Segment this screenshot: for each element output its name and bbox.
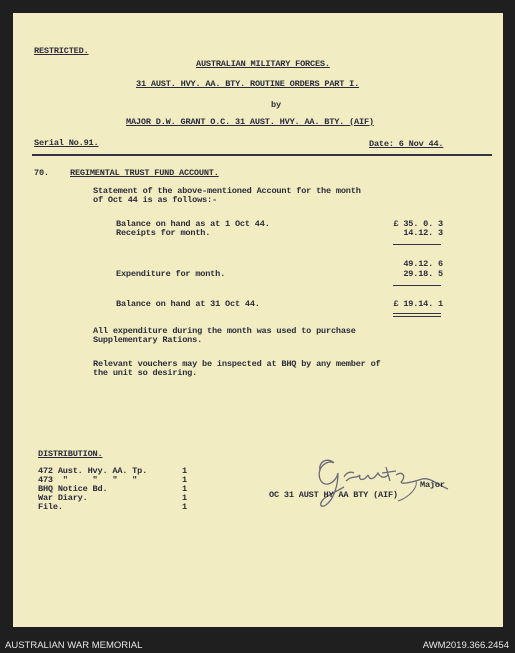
distribution-name: 473 " " " " [38,475,138,485]
intro-line-2: of Oct 44 is as follows:- [93,195,217,205]
account-label: Expenditure for month. [116,269,226,279]
account-amount: 49.12. 6 [403,259,443,269]
distribution-qty: 1 [182,493,187,503]
account-label: Receipts for month. [116,228,211,238]
account-label: Balance on hand at 31 Oct 44. [116,299,260,309]
organization-title: AUSTRALIAN MILITARY FORCES. [196,59,330,69]
distribution-name: 472 Aust. Hvy. AA. Tp. [38,466,148,476]
distribution-qty: 1 [182,502,187,512]
order-number: 70. [34,168,49,178]
note-line: Relevant vouchers may be inspected at BHQ by any member of [93,359,381,369]
distribution-name: War Diary. [38,493,88,503]
account-amount: £ 35. 0. 3 [393,219,443,229]
account-amount: 14.12. 3 [403,228,443,238]
distribution-name: BHQ Notice Bd. [38,484,108,494]
balance-rule-1 [393,313,441,314]
distribution-qty: 1 [182,466,187,476]
total-rule [393,285,441,286]
document-date: Date: 6 Nov 44. [369,139,444,149]
by-line: by [271,100,281,110]
note-line: the unit so desiring. [93,368,198,378]
distribution-qty: 1 [182,484,187,494]
footer-accession-number: AWM2019.366.2454 [422,640,509,651]
order-heading: REGIMENTAL TRUST FUND ACCOUNT. [70,168,219,178]
account-label: Balance on hand as at 1 Oct 44. [116,219,270,229]
document-page [13,13,503,627]
balance-rule-2 [393,316,441,317]
account-amount: £ 19.14. 1 [393,299,443,309]
distribution-qty: 1 [182,475,187,485]
commander-line: MAJOR D.W. GRANT O.C. 31 AUST. HVY. AA. BTY. (AIF) [126,117,374,127]
intro-line-1: Statement of the above-mentioned Account for the month [93,186,361,196]
classification-label: RESTRICTED. [34,46,89,56]
signatory-rank: Major [420,480,445,490]
note-line: Supplementary Rations. [93,335,203,345]
footer-institution: AUSTRALIAN WAR MEMORIAL [5,640,143,651]
account-amount: 29.18. 5 [403,269,443,279]
document-title: 31 AUST. HVY. AA. BTY. ROUTINE ORDERS PART I. [136,79,360,89]
subtotal-rule [393,244,441,245]
header-rule [32,154,492,156]
distribution-heading: DISTRIBUTION. [38,449,103,459]
signature-block: OC 31 AUST HY AA BTY (AIF) [269,490,398,500]
note-line: All expenditure during the month was used to purchase [93,326,356,336]
serial-number: Serial No.91. [34,138,99,148]
distribution-name: File. [38,502,63,512]
